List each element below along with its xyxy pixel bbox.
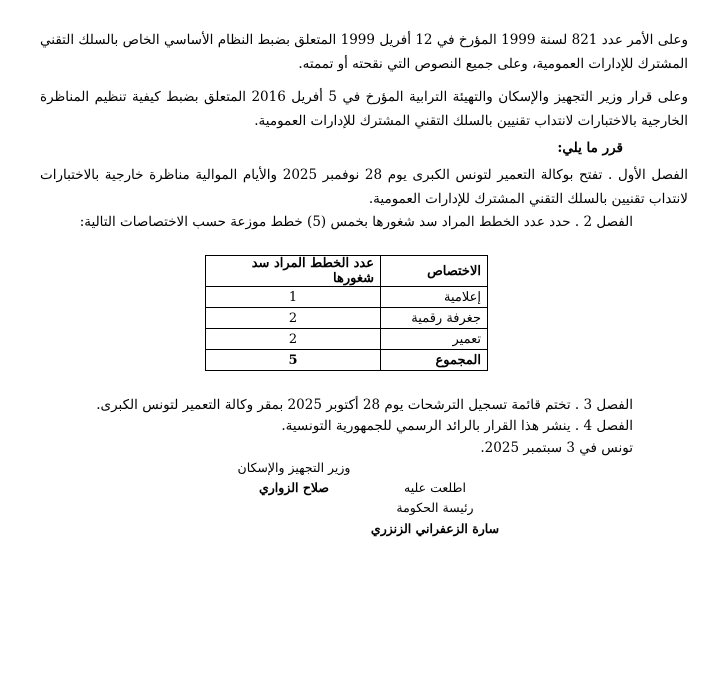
chapter-2: الفصل 2 . حدد عدد الخطط المراد سد شغورها بخمس (5) خطط موزعة حسب الاختصاصات التالية: (79, 214, 633, 230)
minister-name: صلاح الزواري (258, 480, 329, 495)
pm-name: سارة الزعفراني الزنزري (370, 521, 500, 536)
table-header-row (206, 256, 488, 287)
table-total-row (206, 350, 488, 371)
cell-specialty: إعلامية (381, 287, 488, 308)
cell-total-count: 5 (206, 350, 381, 371)
cell-count: 1 (206, 287, 381, 308)
cell-count: 2 (206, 329, 381, 350)
header-specialty: الاختصاص (381, 256, 488, 287)
decision-intro: قرر ما يلي: (557, 140, 623, 156)
preamble-paragraph-1: وعلى الأمر عدد 821 لسنة 1999 المؤرخ في 12 أفريل 1999 المتعلق بضبط النظام الأساسي الخاص بالسلك التقني المشترك للإدارات العمومية، وعلى جميع النصوص التي نقحته أو تممته. (40, 32, 689, 72)
cell-specialty: تعمير (381, 329, 488, 350)
chapter-1: الفصل الأول . تفتح بوكالة التعمير لتونس الكبرى يوم 28 نوفمبر 2025 والأيام الموالية مناظرة خارجية بالاختبارات لانتداب تقنيين بالسلك التقني المشترك للإدارات العمومية. (40, 167, 689, 207)
chapter-3: الفصل 3 . تختم قائمة تسجيل الترشحات يوم 28 أكتوبر 2025 بمقر وكالة التعمير لتونس الكبرى. (96, 397, 633, 413)
table-row (206, 329, 488, 350)
date-line: تونس في 3 سبتمبر 2025. (480, 440, 633, 456)
cell-count: 2 (206, 308, 381, 329)
minister-title: وزير التجهيز والإسكان (237, 460, 351, 475)
seen-label: اطلعت عليه (404, 480, 466, 495)
cell-total-label: المجموع (381, 350, 488, 371)
cell-specialty: جغرفة رقمية (381, 308, 488, 329)
table-row (206, 287, 488, 308)
header-count: عدد الخطط المراد سد شغورها (206, 256, 381, 287)
positions-table (205, 255, 488, 371)
chapter-4: الفصل 4 . ينشر هذا القرار بالرائد الرسمي للجمهورية التونسية. (281, 418, 633, 434)
table-row (206, 308, 488, 329)
pm-title: رئيسة الحكومة (396, 500, 474, 515)
preamble-paragraph-2: وعلى قرار وزير التجهيز والإسكان والتهيئة الترابية المؤرخ في 5 أفريل 2016 المتعلق بضبط كيفية تنظيم المناظرة الخارجية بالاختبارات لانتداب تقنيين بالسلك التقني المشترك للإدارات العمومية. (40, 89, 688, 129)
